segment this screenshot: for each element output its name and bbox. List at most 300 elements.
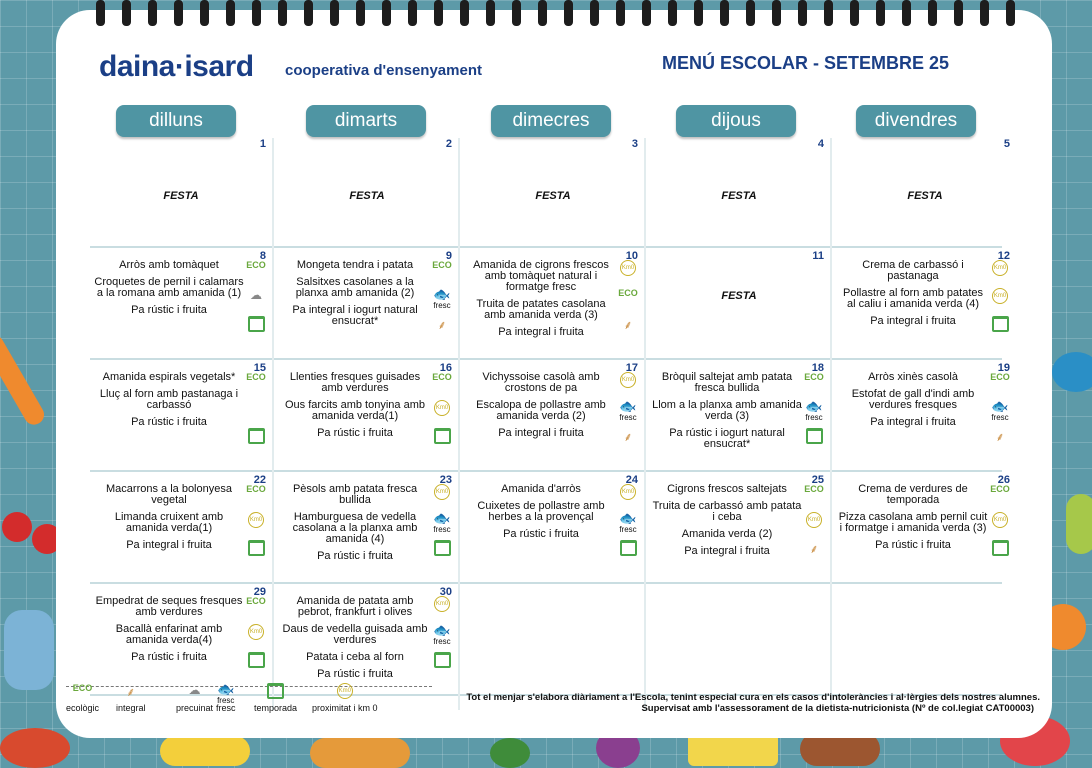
km0-icon [430, 400, 454, 424]
eco-icon [244, 260, 268, 284]
binder-ring [876, 0, 885, 26]
km0-icon-label: Km0 [992, 260, 1008, 276]
dish-item: Mongeta tendra i patata [296, 259, 414, 271]
dish-icons [988, 260, 1012, 344]
day-number: 2 [445, 138, 452, 150]
dish-item: Estofat de gall d'indi amb verdures fresques [851, 388, 975, 411]
menu-grid [90, 138, 1010, 680]
calendar-icon [244, 652, 268, 676]
day-cell [276, 586, 458, 694]
binder-ring [902, 0, 911, 26]
dish-icons [244, 484, 268, 568]
dish-icons [244, 260, 268, 344]
dish-item: Patata i ceba al forn [306, 651, 404, 663]
binder-ring [434, 0, 443, 26]
dish-icons [430, 484, 454, 568]
grid-row-divider [90, 358, 1002, 360]
dish-item: Limanda cruixent amb amanida verda(1) [114, 511, 224, 534]
day-cell [462, 474, 644, 582]
binder-ring [252, 0, 261, 26]
dish-list [466, 260, 616, 344]
dish-item: Pa rústic i fruita [131, 651, 207, 663]
legend-label: fresc [216, 703, 236, 713]
chef-hat-icon: ☁ [188, 683, 201, 697]
fish-glyph: 🐟 [217, 681, 235, 697]
cherry-decoration [2, 512, 32, 542]
fresc-icon-label: fresc [991, 413, 1009, 422]
binder-ring [1006, 0, 1015, 26]
calendar-icon [254, 683, 297, 701]
dish-item: Crema de verdures de temporada [858, 483, 968, 506]
dish-list [94, 596, 244, 669]
day-number: 18 [811, 362, 824, 374]
calendar-icon [244, 316, 268, 340]
wheat-icon: ⸙ [809, 542, 819, 556]
binder-ring [512, 0, 521, 26]
grid-column-divider [458, 138, 460, 710]
day-number: 26 [997, 474, 1010, 486]
dish-list [466, 484, 616, 546]
day-header-dimarts: dimarts [306, 105, 426, 137]
dish-item: Pa rústic i fruita [503, 528, 579, 540]
dish-item: Pa rústic i fruita [317, 550, 393, 562]
km0-icon-label: Km0 [337, 683, 353, 699]
day-cell [90, 250, 272, 358]
legend-label: ecològic [66, 703, 100, 713]
km0-icon [616, 372, 640, 396]
km0-icon-label: Km0 [434, 484, 450, 500]
fresc-icon-label: fresc [433, 637, 451, 646]
legend-label: temporada [254, 703, 298, 713]
dish-item: Pa integral i iogurt natural ensucrat* [292, 304, 418, 327]
fresc-icon-label: fresc [433, 525, 451, 534]
calendar-icon [244, 428, 268, 452]
holiday-label: FESTA [535, 190, 571, 202]
binder-ring [408, 0, 417, 26]
dish-item: Truita de patates casolana amb amanida verda (3) [476, 298, 606, 321]
legend-label: precuinat [176, 703, 214, 713]
dish-item: Lluç al forn amb pastanaga i carbassó [99, 388, 239, 411]
dish-list [652, 484, 802, 563]
binder-ring [980, 0, 989, 26]
calendar-icon [988, 316, 1012, 340]
logo: daina·isard [99, 50, 254, 83]
holiday-label: FESTA [163, 190, 199, 202]
km0-icon-label: Km0 [806, 512, 822, 528]
binder-ring [174, 0, 183, 26]
day-cell [648, 474, 830, 582]
dish-item: Llenties fresques guisades amb verdures [289, 371, 421, 394]
binder-rings [96, 0, 1016, 28]
day-cell [648, 138, 830, 246]
fish-icon [430, 624, 454, 648]
day-header-dimecres: dimecres [491, 105, 611, 137]
dish-list [94, 484, 244, 557]
binder-ring [460, 0, 469, 26]
day-number: 24 [625, 474, 638, 486]
fish-glyph: 🐟 [433, 286, 451, 302]
dish-icons [616, 372, 640, 456]
dish-item: Salsitxes casolanes a la planxa amb amanida (2) [295, 276, 415, 299]
legend-item-integral [116, 683, 146, 713]
km0-icon-label: Km0 [620, 260, 636, 276]
km0-icon [988, 288, 1012, 312]
km0-icon-label: Km0 [434, 596, 450, 612]
tagline: cooperativa d'ensenyament [285, 62, 482, 79]
binder-ring [694, 0, 703, 26]
footer-note: Tot el menjar s'elabora diàriament a l'Escola, tenint especial cura en els casos d'intoleràncies i al·lèrgies dels nostres alumnes. [466, 692, 1040, 703]
dish-item: Truita de carbassó amb patata i ceba [652, 500, 802, 523]
dish-icons [616, 260, 640, 344]
dish-item: Macarrons a la bolonyesa vegetal [106, 483, 232, 506]
grid-row-divider [90, 246, 1002, 248]
day-number: 3 [631, 138, 638, 150]
binder-ring [330, 0, 339, 26]
dish-item: Empedrat de seques fresques amb verdures [95, 595, 243, 618]
day-cell [462, 362, 644, 470]
day-cell [276, 474, 458, 582]
dish-item: Pa integral i fruita [498, 427, 584, 439]
binder-ring [642, 0, 651, 26]
legend-item-temporada [254, 683, 297, 713]
km0-icon [802, 512, 826, 536]
day-header-dijous: dijous [676, 105, 796, 137]
fish-icon [430, 512, 454, 536]
grid-column-divider [830, 138, 832, 710]
dish-list [838, 484, 988, 557]
binder-ring [824, 0, 833, 26]
eco-icon [988, 372, 1012, 396]
eco-icon-label: ECO [246, 596, 266, 606]
dish-item: Pa rústic i fruita [317, 668, 393, 680]
grid-column-divider [272, 138, 274, 710]
km0-icon [430, 596, 454, 620]
dish-item: Daus de vedella guisada amb verdures [282, 623, 428, 646]
km0-icon-label: Km0 [248, 624, 264, 640]
eco-icon-label: ECO [804, 484, 824, 494]
dish-item: Bròquil saltejat amb patata fresca bullida [661, 371, 793, 394]
day-number: 5 [1003, 138, 1010, 150]
holiday-label: FESTA [721, 290, 757, 302]
dish-item: Vichyssoise casolà amb crostons de pa [482, 371, 600, 394]
km0-icon-label: Km0 [620, 484, 636, 500]
day-number: 1 [259, 138, 266, 150]
binder-ring [850, 0, 859, 26]
eco-icon-label: ECO [246, 484, 266, 494]
fish-glyph: 🐟 [619, 510, 637, 526]
eco-icon-label: ECO [246, 372, 266, 382]
dish-list [280, 484, 430, 568]
dish-item: Pa rústic i fruita [317, 427, 393, 439]
dish-icons [430, 260, 454, 344]
day-header-dilluns: dilluns [116, 105, 236, 137]
dish-item: Cuixetes de pollastre amb herbes a la provençal [477, 500, 605, 523]
eco-icon [244, 484, 268, 508]
eco-icon-label: ECO [246, 260, 266, 270]
eco-icon-label: ECO [618, 288, 638, 298]
binder-ring [720, 0, 729, 26]
day-number: 16 [439, 362, 452, 374]
binder-ring [382, 0, 391, 26]
eco-icon [244, 596, 268, 620]
dish-icons [616, 484, 640, 568]
legend-item-km0 [312, 683, 378, 713]
binder-ring [616, 0, 625, 26]
holiday-label: FESTA [349, 190, 385, 202]
dish-item: Ous farcits amb tonyina amb amanida verda(1) [284, 399, 425, 422]
binder-ring [668, 0, 677, 26]
day-cell [834, 250, 1016, 358]
day-number: 25 [811, 474, 824, 486]
dish-item: Amanida de patata amb pebrot, frankfurt i olives [296, 595, 414, 618]
wheat-icon: ⸙ [126, 685, 136, 699]
binder-ring [96, 0, 105, 26]
km0-icon-label: Km0 [992, 512, 1008, 528]
km0-icon [616, 260, 640, 284]
day-cell [276, 250, 458, 358]
km0-icon [616, 484, 640, 508]
binder-ring [278, 0, 287, 26]
fresc-icon-label: fresc [217, 696, 235, 705]
km0-icon-label: Km0 [248, 512, 264, 528]
dish-list [838, 372, 988, 434]
binder-ring [564, 0, 573, 26]
dish-item: Hamburguesa de vedella casolana a la planxa amb amanida (4) [292, 511, 418, 545]
eco-icon-label: ECO [432, 260, 452, 270]
calendar-icon [430, 428, 454, 452]
legend [66, 683, 396, 723]
km0-icon [244, 624, 268, 648]
dish-icons [988, 484, 1012, 568]
fish-glyph: 🐟 [433, 510, 451, 526]
dish-list [94, 260, 244, 322]
dish-list [280, 372, 430, 445]
km0-icon-label: Km0 [434, 400, 450, 416]
day-number: 10 [625, 250, 638, 262]
dish-item: Pèsols amb patata fresca bullida [292, 483, 418, 506]
legend-label: proximitat i km 0 [312, 703, 378, 713]
day-cell [90, 362, 272, 470]
day-cell [834, 362, 1016, 470]
dish-item: Pa integral i fruita [126, 539, 212, 551]
eco-icon [802, 372, 826, 396]
binder-ring [954, 0, 963, 26]
day-number: 30 [439, 586, 452, 598]
bread-decoration [310, 738, 410, 768]
legend-item-precuinat [176, 683, 213, 713]
footer-supervision: Supervisat amb l'assessorament de la dietista-nutricionista (Nº de col.legiat CAT00003) [641, 703, 1034, 714]
calendar-icon [430, 652, 454, 676]
dish-icons [244, 372, 268, 456]
day-number: 29 [253, 586, 266, 598]
day-number: 11 [812, 250, 824, 262]
km0-icon [244, 512, 268, 536]
fish-icon [216, 681, 236, 705]
empty-icon-slot [244, 400, 268, 424]
fresc-icon-label: fresc [619, 413, 637, 422]
eco-icon-label: ECO [990, 484, 1010, 494]
wheat-icon: ⸙ [995, 430, 1005, 444]
day-number: 8 [259, 250, 266, 262]
dish-item: Pa integral i fruita [870, 416, 956, 428]
eco-icon [616, 288, 640, 312]
km0-icon [988, 260, 1012, 284]
dish-icons [430, 372, 454, 456]
dish-list [280, 596, 430, 686]
day-cell [462, 250, 644, 358]
day-number: 12 [997, 250, 1010, 262]
eco-icon-label: ECO [72, 683, 93, 693]
km0-icon-label: Km0 [992, 288, 1008, 304]
binder-ring [772, 0, 781, 26]
day-cell [276, 138, 458, 246]
dish-icons [802, 484, 826, 568]
dish-item: Pa rústic i fruita [131, 416, 207, 428]
fish-icon [802, 400, 826, 424]
fresc-icon-label: fresc [805, 413, 823, 422]
wheat-icon: ⸙ [623, 318, 633, 332]
dish-item: Pa rústic i fruita [131, 304, 207, 316]
dish-icons [430, 596, 454, 680]
binder-ring [486, 0, 495, 26]
dish-item: Amanida d'arròs [501, 483, 581, 495]
dish-item: Amanida espirals vegetals* [102, 371, 236, 383]
dish-icons [802, 372, 826, 456]
fish-glyph: 🐟 [433, 622, 451, 638]
day-cell [648, 362, 830, 470]
calendar-icon [988, 540, 1012, 564]
eco-icon-label: ECO [432, 372, 452, 382]
km0-icon [988, 512, 1012, 536]
binder-ring [590, 0, 599, 26]
dish-item: Pa rústic i fruita [875, 539, 951, 551]
day-number: 15 [253, 362, 266, 374]
tomato-decoration [0, 728, 70, 768]
calendar-icon [616, 540, 640, 564]
day-cell [834, 138, 1016, 246]
day-number: 9 [445, 250, 452, 262]
fish-icon [616, 400, 640, 424]
dish-icons [244, 596, 268, 680]
fresc-icon-label: fresc [619, 525, 637, 534]
holiday-label: FESTA [721, 190, 757, 202]
eco-icon [430, 260, 454, 284]
day-header-divendres: divendres [856, 105, 976, 137]
eco-icon [988, 484, 1012, 508]
dish-list [466, 372, 616, 445]
km0-icon [430, 484, 454, 508]
dish-item: Crema de carbassó i pastanaga [862, 259, 964, 282]
calendar-icon [430, 540, 454, 564]
calendar-icon [244, 540, 268, 564]
eco-icon [244, 372, 268, 396]
fresc-icon-label: fresc [433, 301, 451, 310]
page-title: MENÚ ESCOLAR - SETEMBRE 25 [662, 53, 950, 73]
day-cell [90, 586, 272, 694]
dish-item: Escalopa de pollastre amb amanida verda (2) [476, 399, 606, 422]
day-cell [834, 474, 1016, 582]
broccoli-decoration [490, 738, 530, 768]
wheat-icon: ⸙ [437, 318, 447, 332]
dish-item: Pa integral i fruita [684, 545, 770, 557]
binder-ring [148, 0, 157, 26]
legend-label: integral [116, 703, 146, 713]
dish-item: Arròs amb tomàquet [119, 259, 219, 271]
eco-icon-label: ECO [990, 372, 1010, 382]
km0-icon [312, 683, 378, 701]
legend-item-fresc [216, 683, 236, 713]
eco-icon [66, 683, 99, 701]
binder-ring [928, 0, 937, 26]
dish-item: Bacallà enfarinat amb amanida verda(4) [115, 623, 223, 646]
binder-ring [538, 0, 547, 26]
carrot-decoration [0, 332, 48, 429]
grid-column-divider [644, 138, 646, 710]
day-cell [648, 250, 830, 358]
day-cell [276, 362, 458, 470]
pear-decoration [1066, 494, 1092, 554]
calendar-icon [802, 428, 826, 452]
binder-ring [122, 0, 131, 26]
dish-item: Pollastre al forn amb patates al caliu i amanida verda (4) [842, 287, 984, 310]
fish-glyph: 🐟 [991, 398, 1009, 414]
dish-item: Pa integral i fruita [498, 326, 584, 338]
day-number: 17 [625, 362, 638, 374]
day-cell [90, 474, 272, 582]
day-number: 4 [817, 138, 824, 150]
eco-icon-label: ECO [804, 372, 824, 382]
binder-ring [356, 0, 365, 26]
day-cell [90, 138, 272, 246]
dish-item: Croquetes de pernil i calamars a la romana amb amanida (1) [94, 276, 244, 299]
wheat-icon: ⸙ [623, 430, 633, 444]
binder-ring [200, 0, 209, 26]
dish-list [838, 260, 988, 333]
fish-decoration [1052, 352, 1092, 392]
day-number: 22 [253, 474, 266, 486]
grid-row-divider [90, 582, 1002, 584]
eco-icon [430, 372, 454, 396]
fish-icon [430, 288, 454, 312]
legend-item-eco [66, 683, 99, 713]
binder-ring [226, 0, 235, 26]
dish-item: Amanida de cigrons frescos amb tomàquet natural i formatge fresc [473, 259, 609, 293]
dish-item: Llom a la planxa amb amanida verda (3) [652, 399, 802, 422]
fish-glyph: 🐟 [619, 398, 637, 414]
day-number: 19 [997, 362, 1010, 374]
binder-ring [304, 0, 313, 26]
dish-list [280, 260, 430, 333]
fish-icon [616, 512, 640, 536]
chef-hat-icon: ☁ [250, 288, 262, 302]
binder-ring [746, 0, 755, 26]
km0-icon-label: Km0 [620, 372, 636, 388]
dish-item: Pizza casolana amb pernil cuit i formatge i amanida verda (3) [838, 511, 988, 534]
fish-glyph: 🐟 [805, 398, 823, 414]
day-cell [462, 138, 644, 246]
dish-item: Arròs xinès casolà [868, 371, 958, 383]
binder-ring [798, 0, 807, 26]
dish-item: Amanida verda (2) [681, 528, 773, 540]
holiday-label: FESTA [907, 190, 943, 202]
eco-icon [802, 484, 826, 508]
dish-icons [988, 372, 1012, 456]
dish-list [652, 372, 802, 456]
day-number: 23 [439, 474, 452, 486]
dish-item: Cigrons frescos saltejats [667, 483, 787, 495]
dish-item: Pa integral i fruita [870, 315, 956, 327]
oil-bottle-decoration [4, 610, 54, 690]
